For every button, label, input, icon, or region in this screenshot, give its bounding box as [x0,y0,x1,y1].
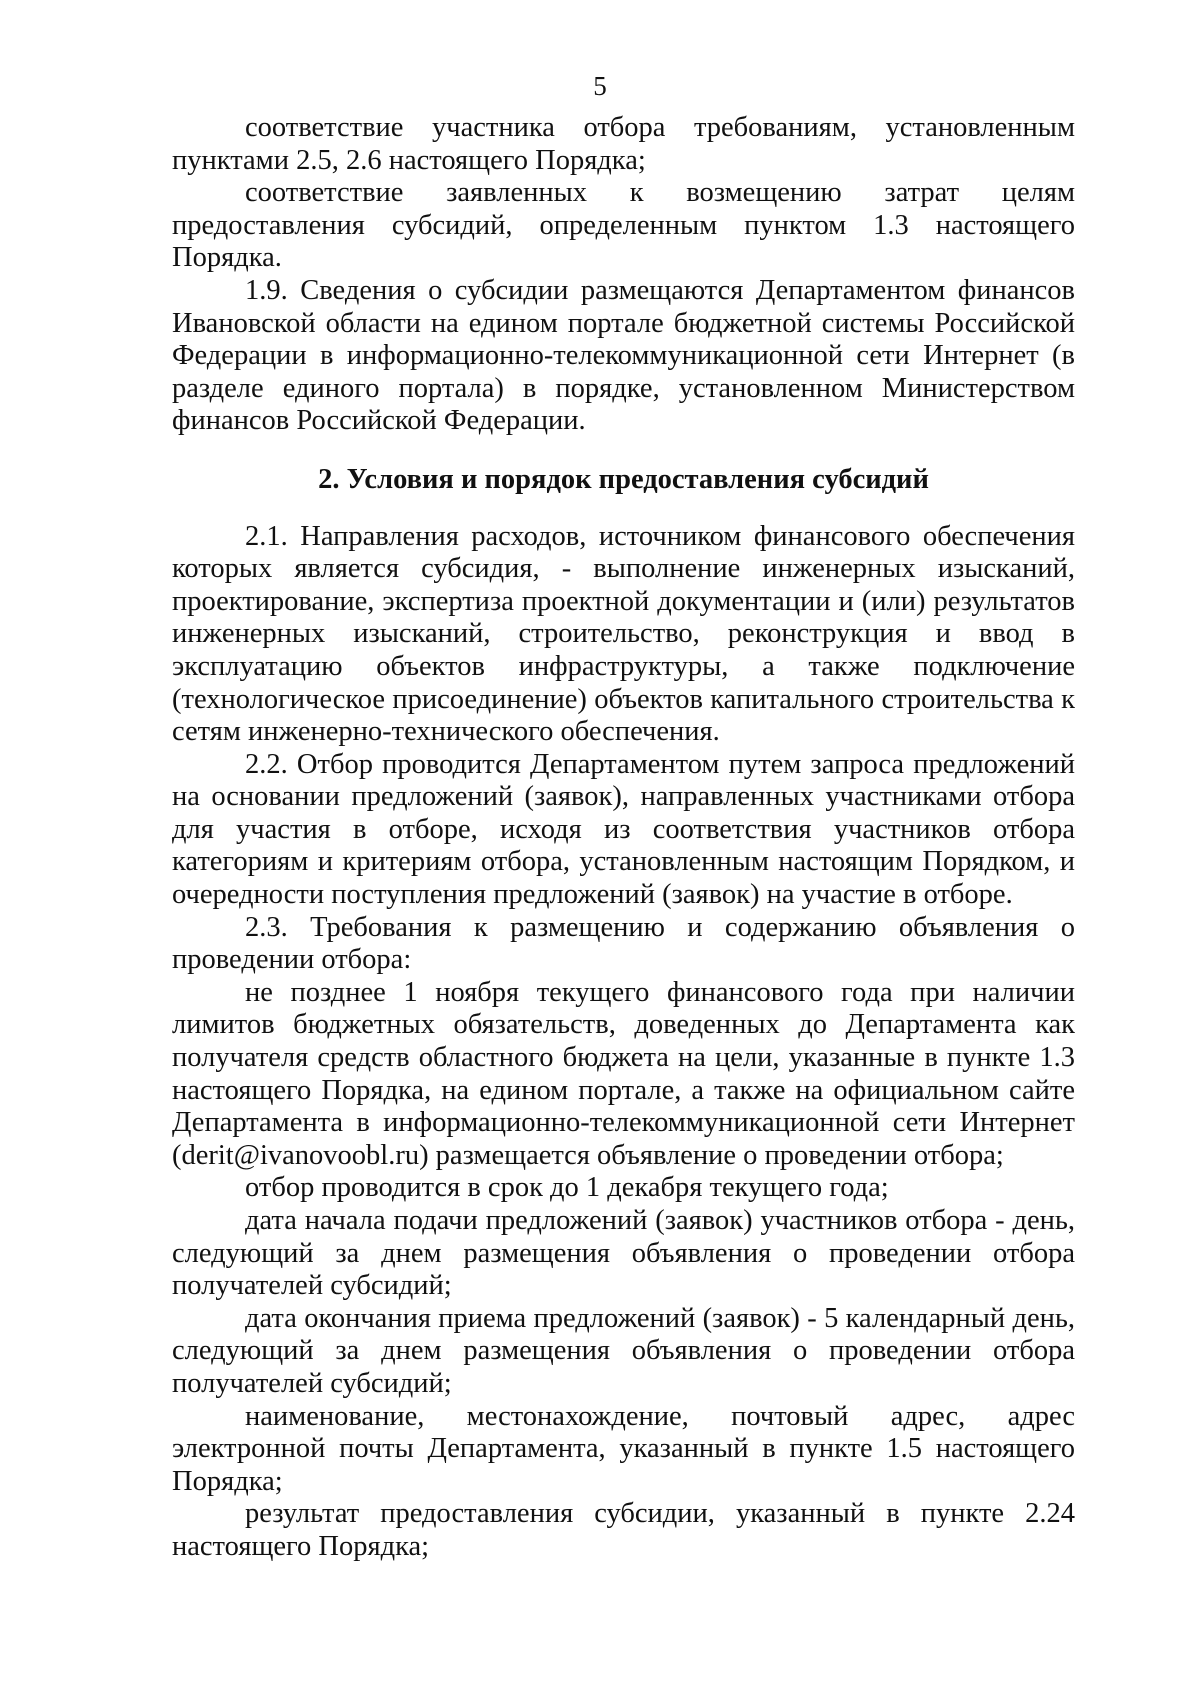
paragraph: соответствие заявленных к возмещению затрат целям предоставления субсидий, определенным пунктом 1.3 настоящего Порядка. [172,177,1075,274]
paragraph: 2.2. Отбор проводится Департаментом путем запроса предложений на основании предложений (заявок), направленных участниками отбора для участия в отборе, исходя из соответствия участников отбора категориям и критериям отбора, установленным настоящим Порядком, и очередности поступления предложений (заявок) на участие в отборе. [172,748,1075,911]
paragraph: не позднее 1 ноября текущего финансового года при наличии лимитов бюджетных обязательств, доведенных до Департамента как получателя средств областного бюджета на цели, указанные в пункте 1.3 настоящего Порядка, на едином портале, а также на официальном сайте Департамента в информационно-телекоммуникационной сети Интернет (derit@ivanovoobl.ru) размещается объявление о проведении отбора; [172,976,1075,1171]
paragraph: дата начала подачи предложений (заявок) участников отбора - день, следующий за днем размещения объявления о проведении отбора получателей субсидий; [172,1205,1075,1302]
paragraph: соответствие участника отбора требованиям, установленным пунктами 2.5, 2.6 настоящего Порядка; [172,112,1075,176]
paragraph: 1.9. Сведения о субсидии размещаются Департаментом финансов Ивановской области на едином портале бюджетной системы Российской Федерации в информационно-телекоммуникационной сети Интернет (в разделе единого портала) в порядке, установленном Министерством финансов Российской Федерации. [172,274,1075,437]
paragraph: 2.1. Направления расходов, источником финансового обеспечения которых является субсидия, - выполнение инженерных изысканий, проектирование, экспертиза проектной документации и (или) результатов инженерных изысканий, строительство, реконструкция и ввод в эксплуатацию объектов инфраструктуры, а также подключение (технологическое присоединение) объектов капитального строительства к сетям инженерно-технического обеспечения. [172,520,1075,748]
page-number: 5 [593,71,607,101]
paragraph: 2.3. Требования к размещению и содержанию объявления о проведении отбора: [172,911,1075,976]
paragraph: отбор проводится в срок до 1 декабря текущего года; [245,1172,889,1204]
paragraph: дата окончания приема предложений (заявок) - 5 календарный день, следующий за днем размещения объявления о проведении отбора получателей субсидий; [172,1302,1075,1399]
document-body [172,112,1075,1564]
paragraph: результат предоставления субсидии, указанный в пункте 2.24 настоящего Порядка; [172,1498,1075,1562]
paragraph: наименование, местонахождение, почтовый адрес, адрес электронной почты Департамента, указанный в пункте 1.5 настоящего Порядка; [172,1400,1075,1497]
section-heading: 2. Условия и порядок предоставления субсидий [318,463,929,495]
